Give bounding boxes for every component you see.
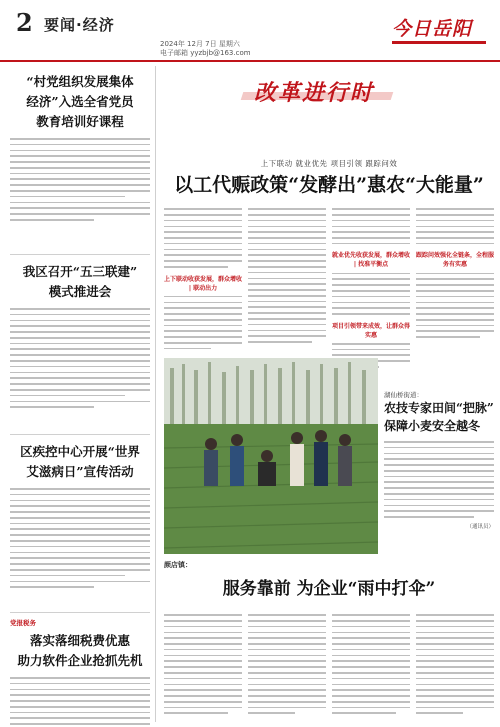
bottom-headline: 服务靠前 为企业“雨中打伞” [222, 579, 436, 599]
editor-line: 电子邮箱 yyzbjb@163.com [160, 49, 251, 57]
title-line: 模式推进会 [48, 284, 112, 299]
section-title: 要闻·经济 [44, 16, 115, 34]
title-line: 经济”入选全省党员 [26, 94, 134, 109]
lead-col-4 [416, 204, 494, 404]
story-kicker: 党报税务 [10, 619, 36, 627]
title-line: “村党组织发展集体 [26, 74, 134, 89]
story-title [10, 442, 150, 482]
date-line: 2024年 12月 7日 星期六 [160, 40, 240, 48]
divider [10, 612, 150, 613]
sidebar-kicker: 湖仙桥街道： [384, 391, 423, 399]
farm-field-image [164, 358, 378, 554]
title-line: 农技专家田间“把脉” [384, 401, 494, 415]
left-story-1 [10, 72, 150, 221]
title-line: 助力软件企业抢抓先机 [17, 653, 143, 668]
lead-subhead: 上下联动收获发展，群众增收 | 联动出力 [164, 275, 243, 292]
title-line: 我区召开“五三联建” [22, 264, 138, 279]
lead-subhead: 跟踪问效强化全链条，全程服务有实惠 [416, 252, 495, 269]
title-line: 艾滋病日”宣传活动 [26, 464, 134, 479]
field-photo [164, 358, 378, 554]
page-header [0, 0, 500, 62]
reform-banner [242, 74, 392, 114]
title-line: 保障小麦安全越冬 [384, 419, 481, 433]
logo-text: 今日岳阳 [392, 18, 473, 40]
logo-underline [392, 41, 486, 44]
left-story-2 [10, 262, 150, 408]
story-body [10, 677, 150, 727]
divider [10, 434, 150, 435]
bottom-kicker: 颜店镇： [164, 561, 192, 569]
page-number: 2 [16, 8, 33, 37]
lead-subhead: 就业优先收获发展，群众增收 | 找准平衡点 [332, 252, 411, 269]
main-area [164, 66, 494, 722]
title-line: 教育培训好课程 [36, 114, 124, 129]
story-body [10, 138, 150, 221]
story-title [10, 262, 150, 302]
sidebar-story [384, 390, 494, 554]
bottom-col-3 [332, 610, 410, 722]
left-column [10, 66, 156, 722]
story-body [10, 488, 150, 588]
sidebar-body [384, 441, 494, 518]
story-body [10, 308, 150, 408]
bottom-col-4 [416, 610, 494, 722]
sidebar-byline: （通讯员） [466, 523, 494, 530]
left-story-4 [10, 618, 150, 727]
story-title [10, 72, 150, 132]
banner-text: 改革进行时 [254, 80, 375, 106]
lead-kicker: 上下联动 就业优先 项目引领 跟踪问效 [260, 159, 398, 168]
lead-headline: 以工代赈政策“发酵出”惠农“大能量” [174, 174, 484, 196]
divider [10, 254, 150, 255]
title-line: 区疾控中心开展“世界 [20, 444, 140, 459]
lead-subhead: 项目引领带来成效，让群众得实惠 [332, 322, 411, 339]
bottom-body [164, 610, 494, 722]
bottom-col-1 [164, 610, 242, 722]
sidebar-title [384, 399, 494, 435]
bottom-col-2 [248, 610, 326, 722]
left-story-3 [10, 442, 150, 588]
story-title [10, 631, 150, 671]
issue-meta [160, 40, 251, 58]
newspaper-logo [392, 8, 486, 44]
title-line: 落实落细税费优惠 [29, 633, 130, 648]
